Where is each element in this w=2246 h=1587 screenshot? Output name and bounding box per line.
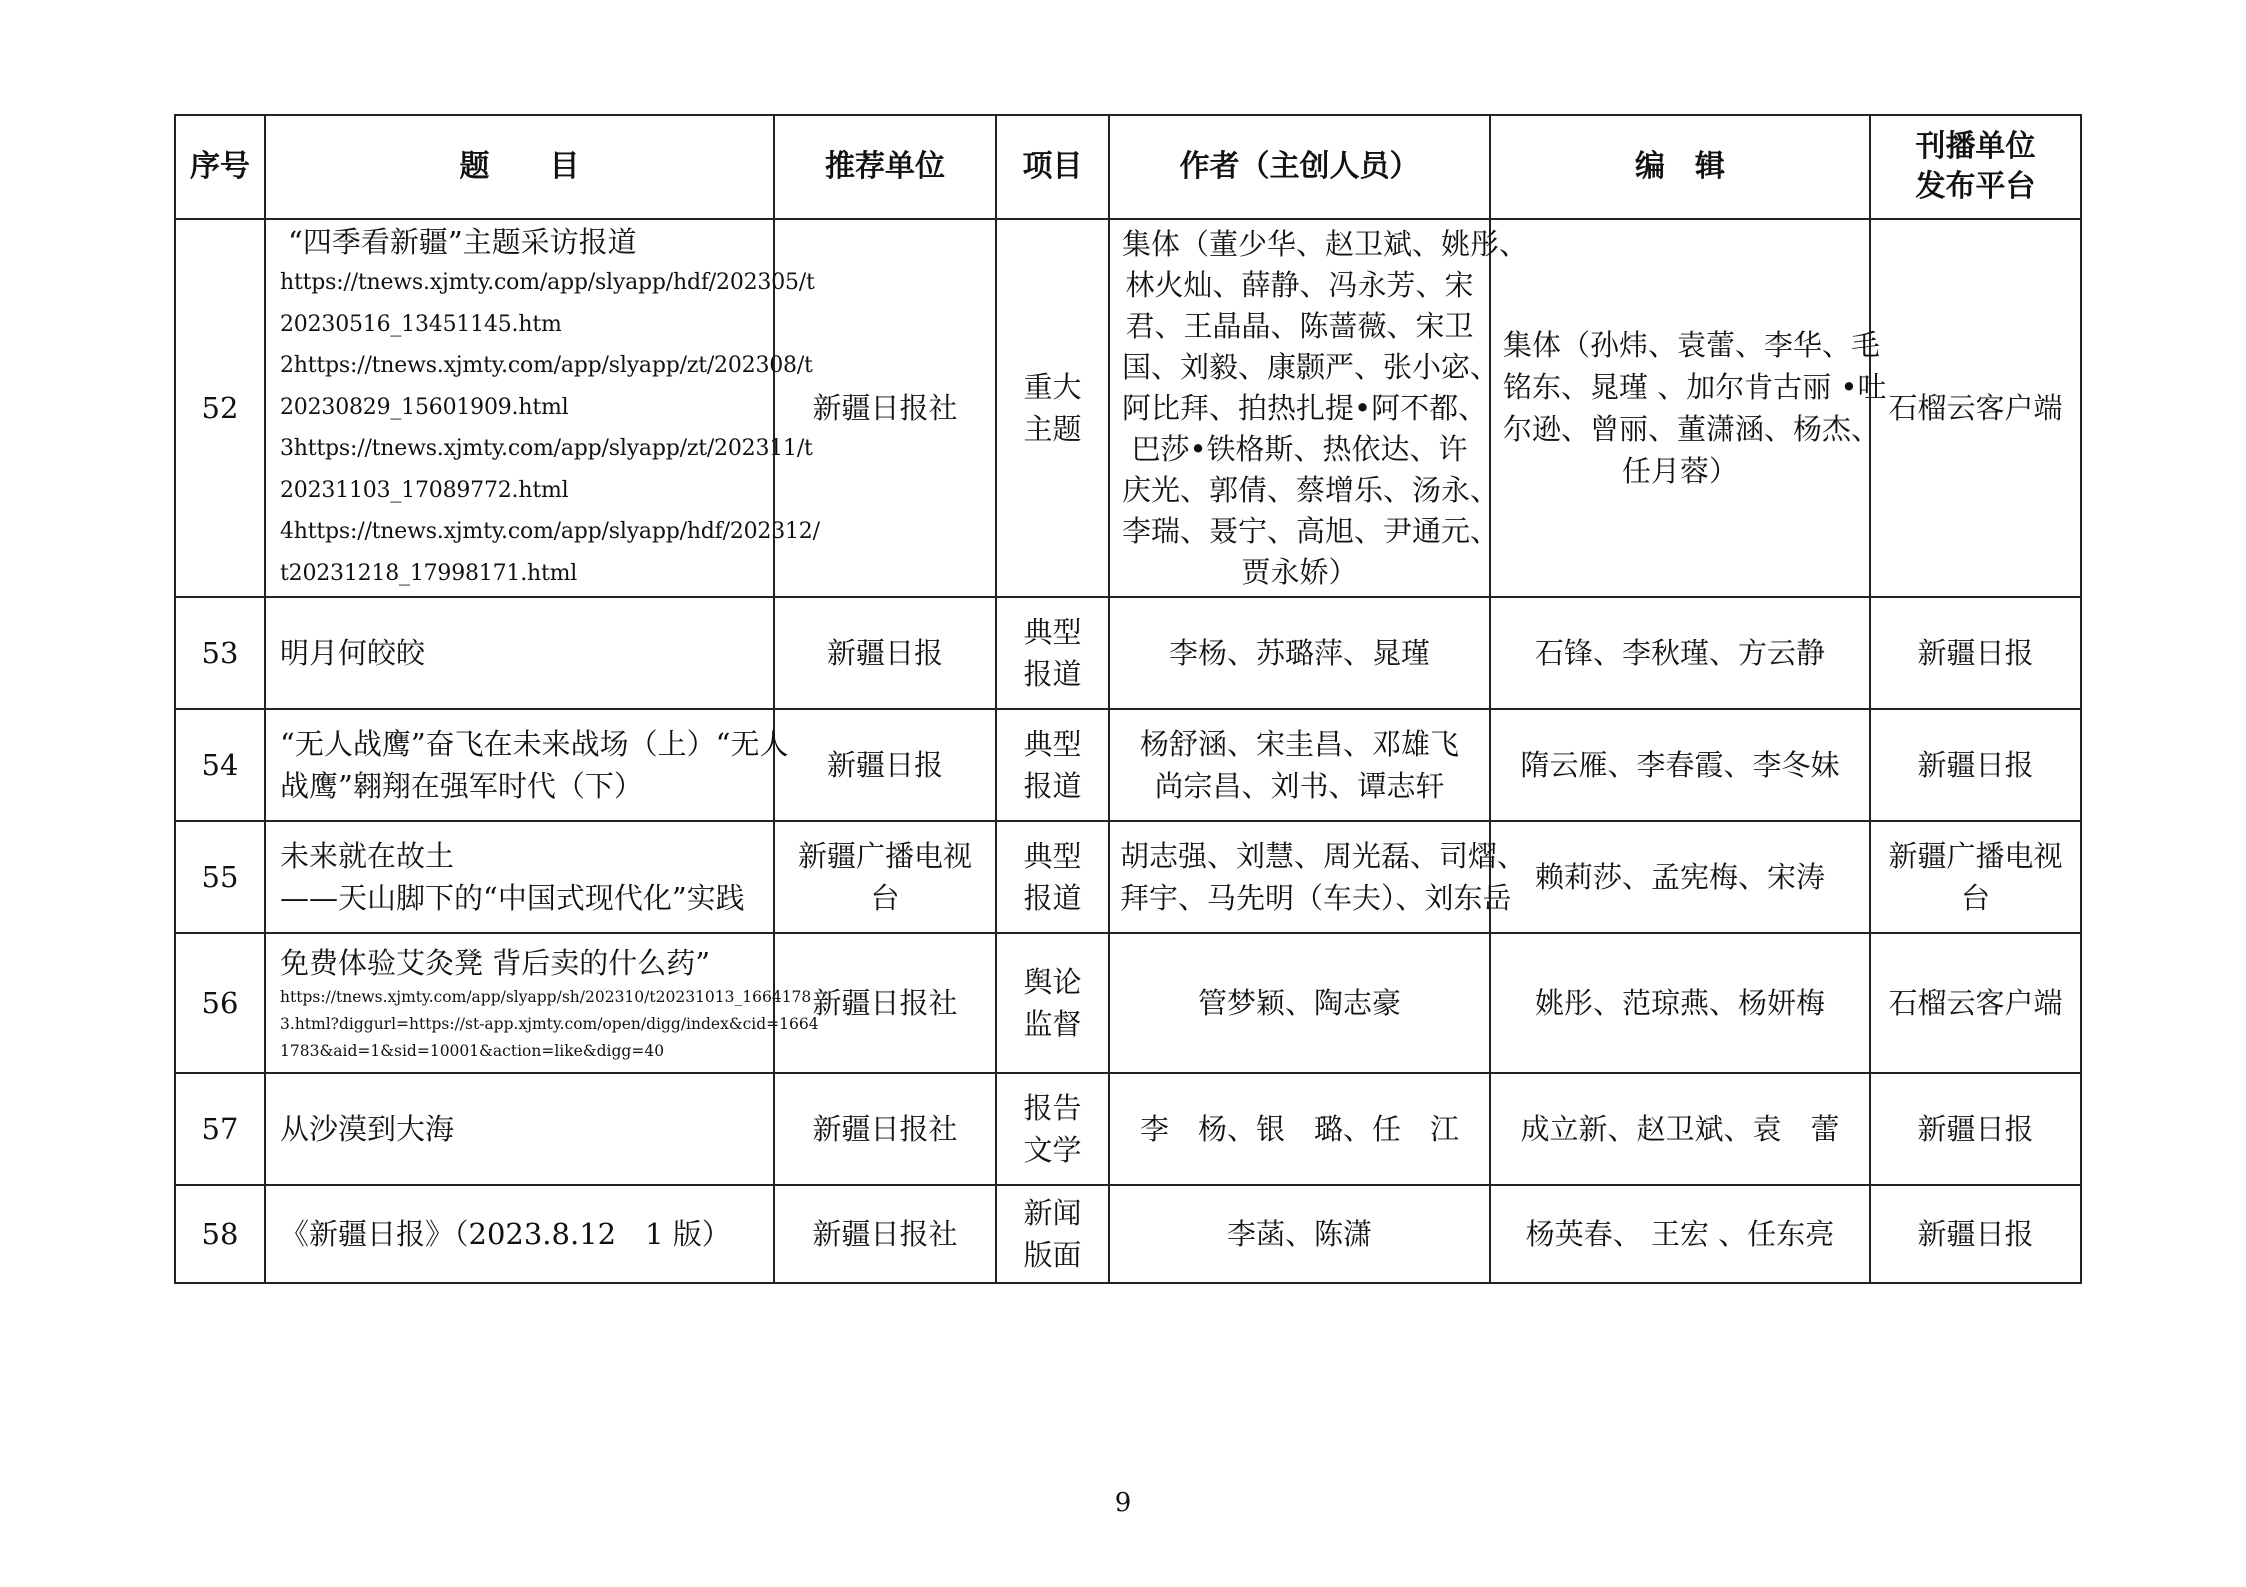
item-line: 典型 — [1023, 839, 1082, 873]
item-line: 主题 — [1023, 412, 1082, 446]
row-author — [1109, 933, 1490, 1073]
title-text: “四季看新疆”主题采访报道 — [288, 225, 637, 259]
url-link[interactable]: 3.html?diggurl=https://st-app.xjmty.com/open/digg/index&cid=1664 — [280, 1014, 819, 1033]
row-author — [1109, 597, 1490, 709]
url-link[interactable]: 20231103_17089772.html — [280, 477, 569, 503]
row-item — [996, 821, 1109, 933]
row-author — [1109, 219, 1529, 597]
table-row — [175, 1185, 2081, 1283]
author-line: 巴莎•铁格斯、热依达、许 — [1131, 431, 1468, 466]
row-unit: 新疆广播电视台 — [774, 821, 996, 933]
item-line: 文学 — [1023, 1133, 1082, 1167]
table-header-row — [175, 115, 2081, 219]
row-platform: 新疆日报 — [1870, 1185, 2081, 1283]
row-seq: 52 — [175, 219, 265, 597]
row-title — [265, 1185, 774, 1283]
author-line: 李杨、苏璐萍、晁瑾 — [1168, 636, 1430, 670]
editor-line: 石锋、李秋瑾、方云静 — [1534, 636, 1825, 670]
row-title — [265, 709, 789, 821]
header-seq: 序号 — [175, 115, 265, 219]
table-row — [175, 597, 2081, 709]
header-platform-line2: 发布平台 — [1915, 169, 2036, 204]
author-line: 君、王晶晶、陈蔷薇、宋卫 — [1125, 308, 1474, 343]
row-platform: 新疆日报 — [1870, 1073, 2081, 1185]
author-line: 胡志强、刘慧、周光磊、司熠、 — [1120, 839, 1527, 873]
item-line: 典型 — [1023, 727, 1082, 761]
row-title — [265, 821, 774, 933]
row-title — [265, 597, 774, 709]
url-link[interactable]: 2https://tnews.xjmty.com/app/slyapp/zt/202308/t — [280, 353, 813, 378]
page-number: 9 — [1114, 1488, 1132, 1518]
header-editor: 编 辑 — [1490, 115, 1870, 219]
row-platform: 石榴云客户端 — [1870, 933, 2081, 1073]
item-line: 新闻 — [1023, 1196, 1082, 1230]
row-platform: 新疆广播电视台 — [1870, 821, 2081, 933]
table-row — [175, 219, 2081, 597]
row-item — [996, 1185, 1109, 1283]
row-seq: 53 — [175, 597, 265, 709]
row-editor — [1490, 709, 1870, 821]
author-line: 管梦颖、陶志豪 — [1197, 986, 1401, 1020]
url-link[interactable]: https://tnews.xjmty.com/app/slyapp/sh/202310/t20231013_1664178 — [280, 987, 812, 1006]
row-editor — [1490, 933, 1870, 1073]
row-author — [1109, 1185, 1490, 1283]
item-line: 报道 — [1023, 769, 1082, 803]
header-item: 项目 — [996, 115, 1109, 219]
editor-line: 铭东、晁瑾 、加尔肯古丽 •吐 — [1503, 370, 1887, 404]
editor-line: 杨英春、 王宏 、任东亮 — [1525, 1217, 1835, 1251]
table-row — [175, 933, 2081, 1073]
row-editor — [1490, 821, 1870, 933]
author-line: 尚宗昌、刘书、谭志轩 — [1154, 769, 1445, 803]
row-platform: 新疆日报 — [1870, 597, 2081, 709]
url-link[interactable]: 20230829_15601909.html — [280, 394, 569, 420]
table-row — [175, 709, 2081, 821]
title-line: ——天山脚下的“中国式现代化”实践 — [280, 881, 745, 915]
author-line: 李 杨、银 璐、任 江 — [1139, 1112, 1459, 1146]
title-line: 明月何皎皎 — [280, 636, 426, 670]
title-line: “无人战鹰”奋飞在未来战场（上）“无人 — [280, 727, 789, 761]
row-author — [1109, 821, 1527, 933]
row-editor — [1490, 219, 1887, 597]
editor-line: 隋云雁、李春霞、李冬妹 — [1520, 748, 1840, 782]
editor-line: 任月蓉） — [1621, 454, 1738, 488]
title-text: 免费体验艾灸凳 背后卖的什么药” — [280, 945, 711, 980]
awards-table — [174, 114, 2082, 1284]
url-link[interactable]: 20230516_13451145.htm — [280, 311, 562, 337]
row-unit: 新疆日报社 — [774, 933, 996, 1073]
editor-line: 姚彤、范琼燕、杨妍梅 — [1534, 986, 1825, 1020]
item-line: 报告 — [1023, 1091, 1082, 1125]
editor-line: 集体（孙炜、袁蕾、李华、毛 — [1503, 328, 1881, 362]
item-line: 舆论 — [1023, 965, 1082, 999]
author-line: 林火灿、薛静、冯永芳、宋 — [1125, 267, 1474, 302]
author-line: 集体（董少华、赵卫斌、姚彤、 — [1122, 226, 1529, 261]
row-item — [996, 933, 1109, 1073]
author-line: 贾永娇） — [1241, 554, 1358, 589]
editor-line: 赖莉莎、孟宪梅、宋涛 — [1534, 860, 1825, 894]
row-unit: 新疆日报 — [774, 597, 996, 709]
row-unit: 新疆日报社 — [774, 1073, 996, 1185]
row-title — [265, 1073, 774, 1185]
item-line: 报道 — [1023, 657, 1082, 691]
item-line: 版面 — [1023, 1238, 1082, 1272]
author-line: 阿比拜、拍热扎提•阿不都、 — [1122, 390, 1488, 425]
row-title — [265, 933, 819, 1073]
author-line: 李瑞、聂宁、高旭、尹通元、 — [1122, 513, 1500, 548]
row-item — [996, 1073, 1109, 1185]
title-line: 战鹰”翱翔在强军时代（下） — [280, 769, 643, 803]
row-unit: 新疆日报社 — [774, 1185, 996, 1283]
row-seq: 57 — [175, 1073, 265, 1185]
title-line: 从沙漠到大海 — [280, 1112, 455, 1146]
url-link[interactable]: https://tnews.xjmty.com/app/slyapp/hdf/202305/t — [280, 270, 815, 295]
header-author: 作者（主创人员） — [1109, 115, 1490, 219]
row-unit: 新疆日报 — [774, 709, 996, 821]
author-line: 国、刘毅、康颢严、张小宓、 — [1122, 349, 1500, 384]
table-row — [175, 1073, 2081, 1185]
header-title: 题 目 — [265, 115, 774, 219]
item-line: 典型 — [1023, 615, 1082, 649]
row-platform: 新疆日报 — [1870, 709, 2081, 821]
header-unit: 推荐单位 — [774, 115, 996, 219]
author-line: 李菡、陈潇 — [1226, 1217, 1372, 1251]
title-line: 未来就在故土 — [280, 839, 455, 873]
row-unit: 新疆日报社 — [774, 219, 996, 597]
url-link[interactable]: 4https://tnews.xjmty.com/app/slyapp/hdf/202312/ — [280, 519, 820, 544]
item-line: 重大 — [1023, 370, 1082, 404]
item-line: 监督 — [1023, 1007, 1082, 1041]
header-platform — [1870, 115, 2081, 219]
row-author — [1109, 709, 1490, 821]
url-link[interactable]: t20231218_17998171.html — [280, 560, 578, 586]
row-item — [996, 219, 1109, 597]
row-editor — [1490, 1073, 1870, 1185]
row-seq: 58 — [175, 1185, 265, 1283]
author-line: 拜宇、马先明（车夫）、刘东岳 — [1120, 881, 1512, 915]
table-row — [175, 821, 2081, 933]
url-link[interactable]: 1783&aid=1&sid=10001&action=like&digg=40 — [280, 1041, 665, 1060]
row-seq: 56 — [175, 933, 265, 1073]
item-line: 报道 — [1023, 881, 1082, 915]
row-item — [996, 597, 1109, 709]
editor-line: 成立新、赵卫斌、袁 蕾 — [1520, 1112, 1840, 1146]
row-item — [996, 709, 1109, 821]
author-line: 庆光、郭倩、蔡增乐、汤永、 — [1122, 472, 1500, 507]
author-line: 杨舒涵、宋圭昌、邓雄飞 — [1139, 727, 1459, 761]
url-link[interactable]: 3https://tnews.xjmty.com/app/slyapp/zt/202311/t — [280, 436, 813, 461]
title-line: 《新疆日报》（2023.8.12 1 版） — [280, 1217, 731, 1251]
row-platform: 石榴云客户端 — [1870, 219, 2081, 597]
row-seq: 55 — [175, 821, 265, 933]
row-editor — [1490, 597, 1870, 709]
row-editor — [1490, 1185, 1870, 1283]
editor-line: 尔逊、曾丽、董潇涵、杨杰、 — [1503, 412, 1881, 446]
header-platform-line1: 刊播单位 — [1915, 129, 2036, 164]
row-author — [1109, 1073, 1490, 1185]
row-seq: 54 — [175, 709, 265, 821]
row-title — [265, 219, 820, 597]
